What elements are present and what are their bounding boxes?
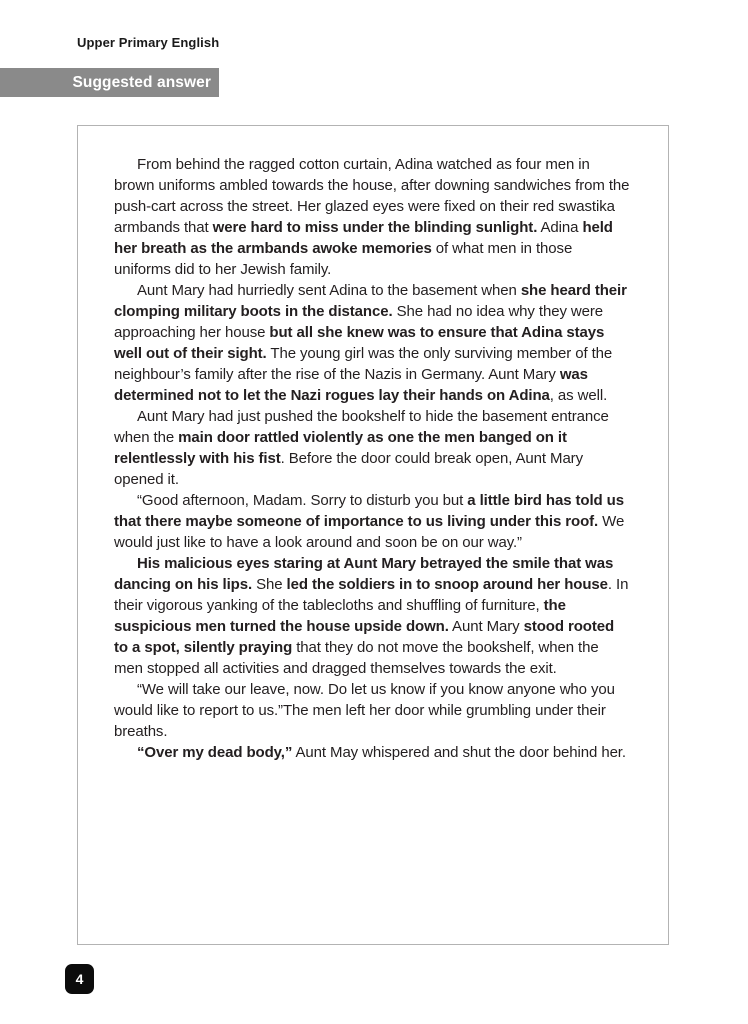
page-number: 4 [75, 971, 84, 987]
paragraph: Aunt Mary had hurriedly sent Adina to the basement when she heard their clomping military boots in the distance. She had no idea why they were approaching her house but all she knew was to ensure that Adina stays well out of their sight. The young girl was the only surviving member of the neighbour’s family after the rise of the Nazis in Germany. Aunt Mary was determined not to let the Nazi rogues lay their hands on Adina, as well. [114, 282, 627, 404]
paragraph: “Good afternoon, Madam. Sorry to disturb you but a little bird has told us that there maybe someone of importance to us living under this roof. We would just like to have a look around and soon be on our way.” [114, 492, 625, 551]
paragraph: Aunt Mary had just pushed the bookshelf to hide the basement entrance when the main door rattled violently as one the men banged on it relentlessly with his fist. Before the door could break open, Aunt Mary opened it. [114, 408, 609, 488]
answer-box [77, 125, 669, 945]
answer-text [78, 126, 668, 763]
page-number-badge [65, 964, 94, 994]
paragraph: “Over my dead body,” Aunt May whispered and shut the door behind her. [137, 744, 626, 761]
paragraph: His malicious eyes staring at Aunt Mary betrayed the smile that was dancing on his lips. She led the soldiers in to snoop around her house. In their vigorous yanking of the tablecloths and shuffling of furniture, the suspicious men turned the house upside down. Aunt Mary stood rooted to a spot, silently praying that they do not move the bookshelf, when the men stopped all activities and dragged themselves towards the exit. [114, 555, 629, 677]
paragraph: “We will take our leave, now. Do let us know if you know anyone who you would like to report to us.”The men left her door while grumbling under their breaths. [114, 681, 615, 740]
suggested-answer-banner: Suggested answer [0, 68, 219, 97]
page-header-title: Upper Primary English [77, 35, 220, 50]
paragraph: From behind the ragged cotton curtain, Adina watched as four men in brown uniforms ambled towards the house, after downing sandwiches from the push-cart across the street. Her glazed eyes were fixed on their red swastika armbands that were hard to miss under the blinding sunlight. Adina held her breath as the armbands awoke memories of what men in those uniforms did to her Jewish family. [114, 156, 630, 278]
